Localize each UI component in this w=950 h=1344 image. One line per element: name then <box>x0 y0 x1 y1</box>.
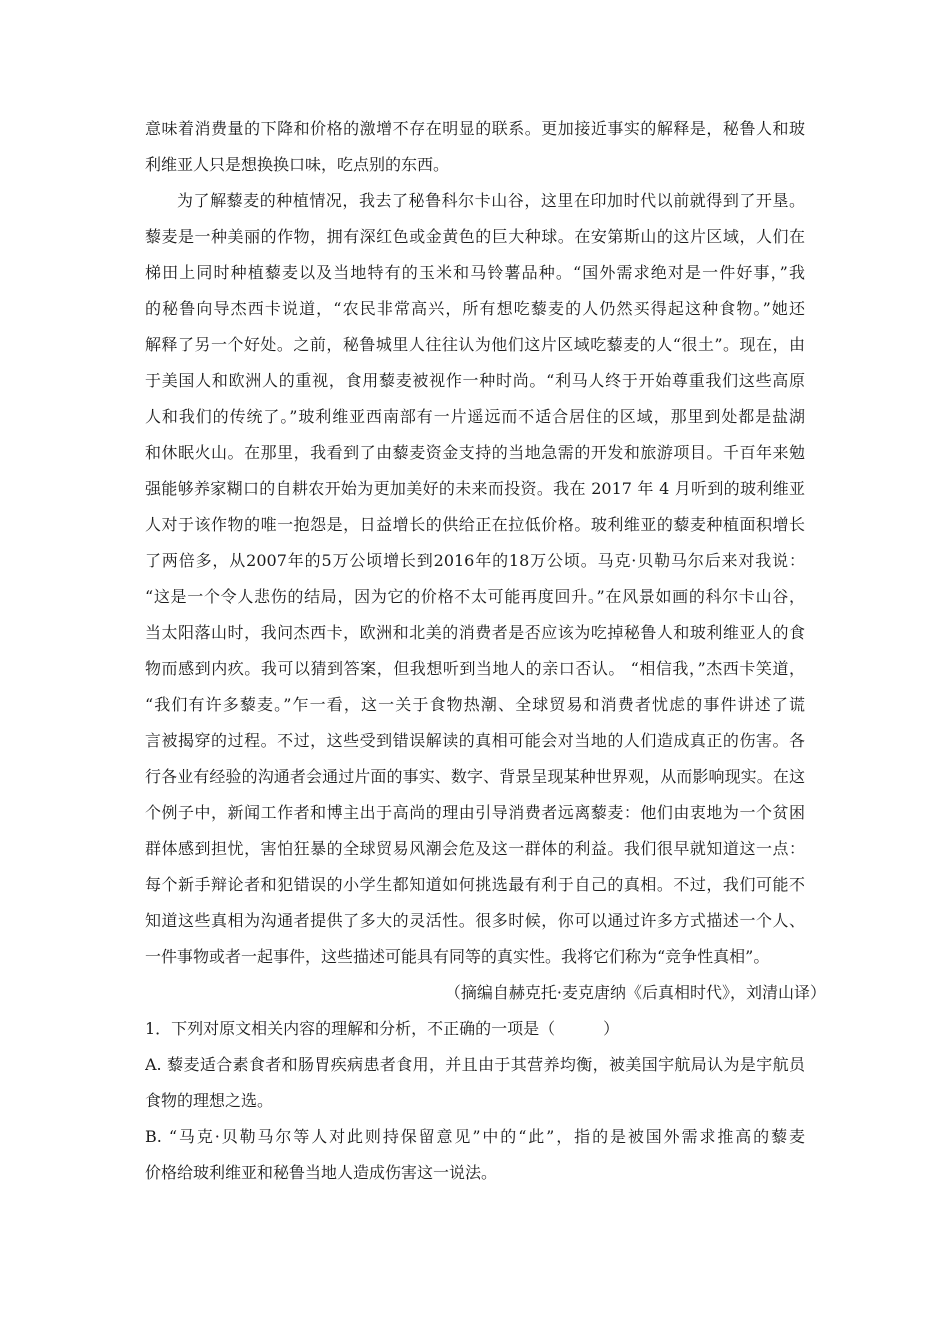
option-a <box>145 1047 805 1119</box>
passage-line: 意味着消费量的下降和价格的激增不存在明显的联系。更加接近事实的解释是，秘鲁人和玻 <box>145 119 805 138</box>
passage-line: 的秘鲁向导杰西卡说道，“农民非常高兴，所有想吃藜麦的人仍然买得起这种食物。”她还 <box>145 299 805 318</box>
option-a-line: 食物的理想之选。 <box>145 1091 274 1110</box>
passage-line: 为了解藜麦的种植情况，我去了秘鲁科尔卡山谷，这里在印加时代以前就得到了开垦。 <box>177 191 805 210</box>
passage-line: 藜麦是一种美丽的作物，拥有深红色或金黄色的巨大种球。在安第斯山的这片区域，人们在 <box>145 227 805 246</box>
passage-line: “这是一个令人悲伤的结局，因为它的价格不太可能再度回升。”在风景如画的科尔卡山谷， <box>145 587 805 606</box>
question-stem: 1．下列对原文相关内容的理解和分析，不正确的一项是（ ） <box>145 1019 620 1038</box>
passage-line: 了两倍多，从2007年的5万公顷增长到2016年的18万公顷。马克·贝勒马尔后来对我说： <box>145 551 805 570</box>
passage-line: 当太阳落山时，我问杰西卡，欧洲和北美的消费者是否应该为吃掉秘鲁人和玻利维亚人的食 <box>145 623 805 642</box>
passage-line: 梯田上同时种植藜麦以及当地特有的玉米和马铃薯品种。“国外需求绝对是一件好事，”我 <box>145 263 805 282</box>
option-b <box>145 1119 805 1191</box>
passage-line: 人和我们的传统了。”玻利维亚西南部有一片遥远而不适合居住的区域，那里到处都是盐湖 <box>145 407 805 426</box>
passage-line: 人对于该作物的唯一抱怨是，日益增长的供给正在拉低价格。玻利维亚的藜麦种植面积增长 <box>145 515 805 534</box>
passage-line: 利维亚人只是想换换口味，吃点别的东西。 <box>145 155 450 174</box>
passage-line: 一件事物或者一起事件，这些描述可能具有同等的真实性。我将它们称为“竞争性真相”。 <box>145 947 770 966</box>
passage-line: 每个新手辩论者和犯错误的小学生都知道如何挑选最有利于自己的真相。不过，我们可能不 <box>145 875 805 894</box>
passage-line: “我们有许多藜麦。”乍一看，这一关于食物热潮、全球贸易和消费者忧虑的事件讲述了谎 <box>145 695 805 714</box>
passage-line: 个例子中，新闻工作者和博主出于高尚的理由引导消费者远离藜麦：他们由衷地为一个贫困 <box>145 803 805 822</box>
passage-line: 强能够养家糊口的自耕农开始为更加美好的未来而投资。我在 2017 年 4 月听到的玻利维亚 <box>145 479 805 498</box>
passage-line: 行各业有经验的沟通者会通过片面的事实、数字、背景呈现某种世界观，从而影响现实。在这 <box>145 767 805 786</box>
option-b-line: B. “马克·贝勒马尔等人对此则持保留意见”中的“此”，指的是被国外需求推高的藜麦 <box>145 1127 805 1146</box>
passage-line: 和休眠火山。在那里，我看到了由藜麦资金支持的当地急需的开发和旅游项目。千百年来勉 <box>145 443 805 462</box>
option-a-line: A. 藜麦适合素食者和肠胃疾病患者食用，并且由于其营养均衡，被美国宇航局认为是宇航员 <box>145 1055 805 1074</box>
passage-line: 物而感到内疚。我可以猜到答案，但我想听到当地人的亲口否认。 “相信我，”杰西卡笑道， <box>145 659 805 678</box>
passage-column <box>145 111 826 1191</box>
passage-line: 于美国人和欧洲人的重视，食用藜麦被视作一种时尚。“利马人终于开始尊重我们这些高原 <box>145 371 805 390</box>
source-citation: （摘编自赫克托·麦克唐纳《后真相时代》，刘清山译） <box>444 983 826 1002</box>
passage-line: 解释了另一个好处。之前，秘鲁城里人往往认为他们这片区域吃藜麦的人“很土”。现在，由 <box>145 335 805 354</box>
passage-line: 知道这些真相为沟通者提供了多大的灵活性。很多时候，你可以通过许多方式描述一个人、 <box>145 911 805 930</box>
passage-line: 言被揭穿的过程。不过，这些受到错误解读的真相可能会对当地的人们造成真正的伤害。各 <box>145 731 805 750</box>
passage-line: 群体感到担忧，害怕狂暴的全球贸易风潮会危及这一群体的利益。我们很早就知道这一点： <box>145 839 805 858</box>
option-b-line: 价格给玻利维亚和秘鲁当地人造成伤害这一说法。 <box>145 1163 498 1182</box>
